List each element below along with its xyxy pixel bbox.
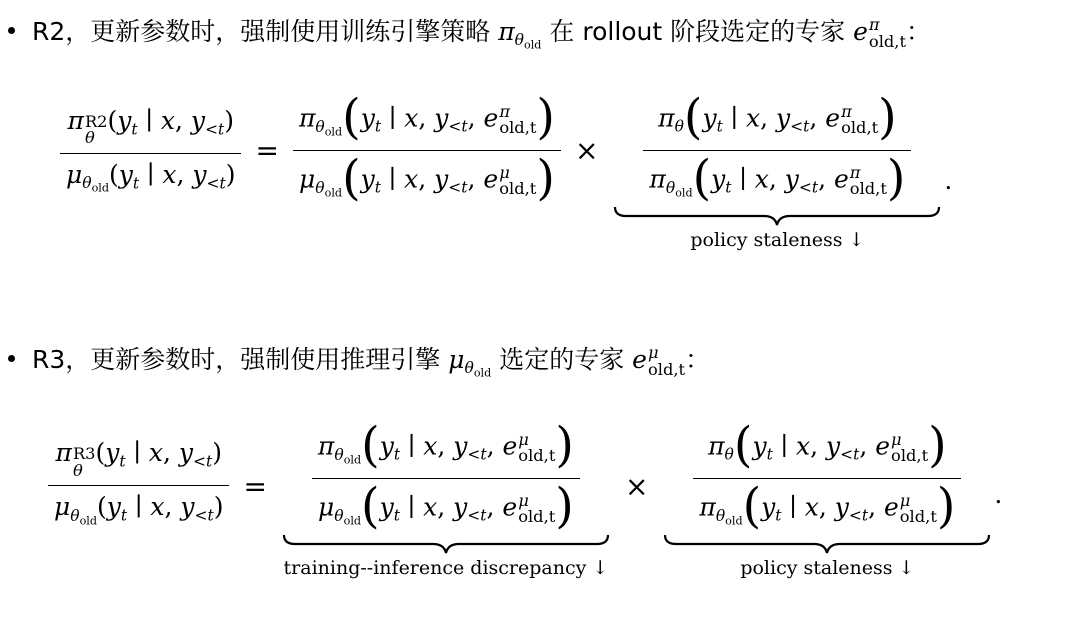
bullet-dot [8, 355, 15, 362]
equation-r2 [60, 90, 953, 251]
r3-staleness-group [662, 418, 992, 579]
bullet-r2-text2: 在 rollout 阶段选定的专家 [541, 17, 854, 46]
underbrace-icon [612, 205, 942, 227]
r2-period: . [944, 166, 953, 195]
r3-ratio-1: $\pi_{\theta_{old}}(y_t$ ∣ x, $y_{<t}$, e μ old,t ) $\mu_{\theta_{old}}(y_t$ ∣ x, $y_{<t}$, e μ old,t ) [312, 424, 580, 533]
bullet-r2 [0, 12, 931, 52]
r2-staleness-group [612, 90, 942, 251]
bullet-r3-text3: ： [685, 345, 711, 374]
r3-policy-staleness-label: policy staleness ↓ [740, 556, 915, 579]
bullet-r2-text3: ： [906, 17, 932, 46]
underbrace-icon [662, 533, 992, 555]
r3-ratio-2: $\pi_\theta(y_t$ ∣ x, $y_{<t}$, e μ old,t ) $\pi_{\theta_{old}}(y_t$ ∣ x, $y_{<t}$, e μ old,t ) [693, 424, 961, 533]
inline-expert-mu: e μ old,t [632, 343, 686, 379]
r2-policy-staleness-label: policy staleness ↓ [690, 228, 865, 251]
underbrace-icon [281, 533, 611, 555]
r3-equals: = [243, 470, 267, 503]
bullet-r3-text1: ，更新参数时，强制使用推理引擎 [65, 345, 449, 374]
r3-times: × [624, 470, 649, 503]
bullet-r3-label: R3 [32, 345, 66, 374]
r3-period: . [994, 480, 1003, 509]
equation-r3 [48, 418, 1003, 579]
r3-training-inference-label: training--inference discrepancy ↓ [283, 556, 609, 579]
bullet-r2-label: R2 [32, 17, 66, 46]
r2-equals: = [255, 133, 279, 167]
bullet-dot [8, 27, 15, 34]
bullet-r3 [0, 340, 710, 380]
r2-ratio-1: $\pi_{\theta_{old}}(y_t$ ∣ x, $y_{<t}$, e π old,t ) $\mu_{\theta_{old}}(y_t$ ∣ x, $y_{<t}$, e μ old,t ) [293, 96, 561, 205]
inline-mu-theta-old: $\mu_{\theta_{old}}$ [448, 345, 492, 380]
r3-lhs-fraction: π R3 θ ($y_t$ ∣ x, $y_{<t}$) $\mu_{\theta_{old}}(y_t$ ∣ x, $y_{<t}$) [48, 438, 229, 527]
inline-pi-theta-old: $\pi_{\theta_{old}}$ [498, 17, 542, 52]
r2-times: × [574, 133, 599, 167]
inline-expert-pi: e π old,t [853, 15, 906, 51]
bullet-r3-text2: 选定的专家 [491, 345, 633, 374]
bullet-r2-text1: ，更新参数时，强制使用训练引擎策略 [65, 17, 499, 46]
r2-ratio-2: $\pi_\theta(y_t$ ∣ x, $y_{<t}$, e π old,t ) $\pi_{\theta_{old}}(y_t$ ∣ x, $y_{<t}$, e π old,t ) [643, 96, 911, 205]
r2-lhs-fraction: π R2 θ ($y_t$ ∣ x, $y_{<t}$) $\mu_{\theta_{old}}(y_t$ ∣ x, $y_{<t}$) [60, 106, 241, 195]
r3-discrepancy-group [281, 418, 611, 579]
